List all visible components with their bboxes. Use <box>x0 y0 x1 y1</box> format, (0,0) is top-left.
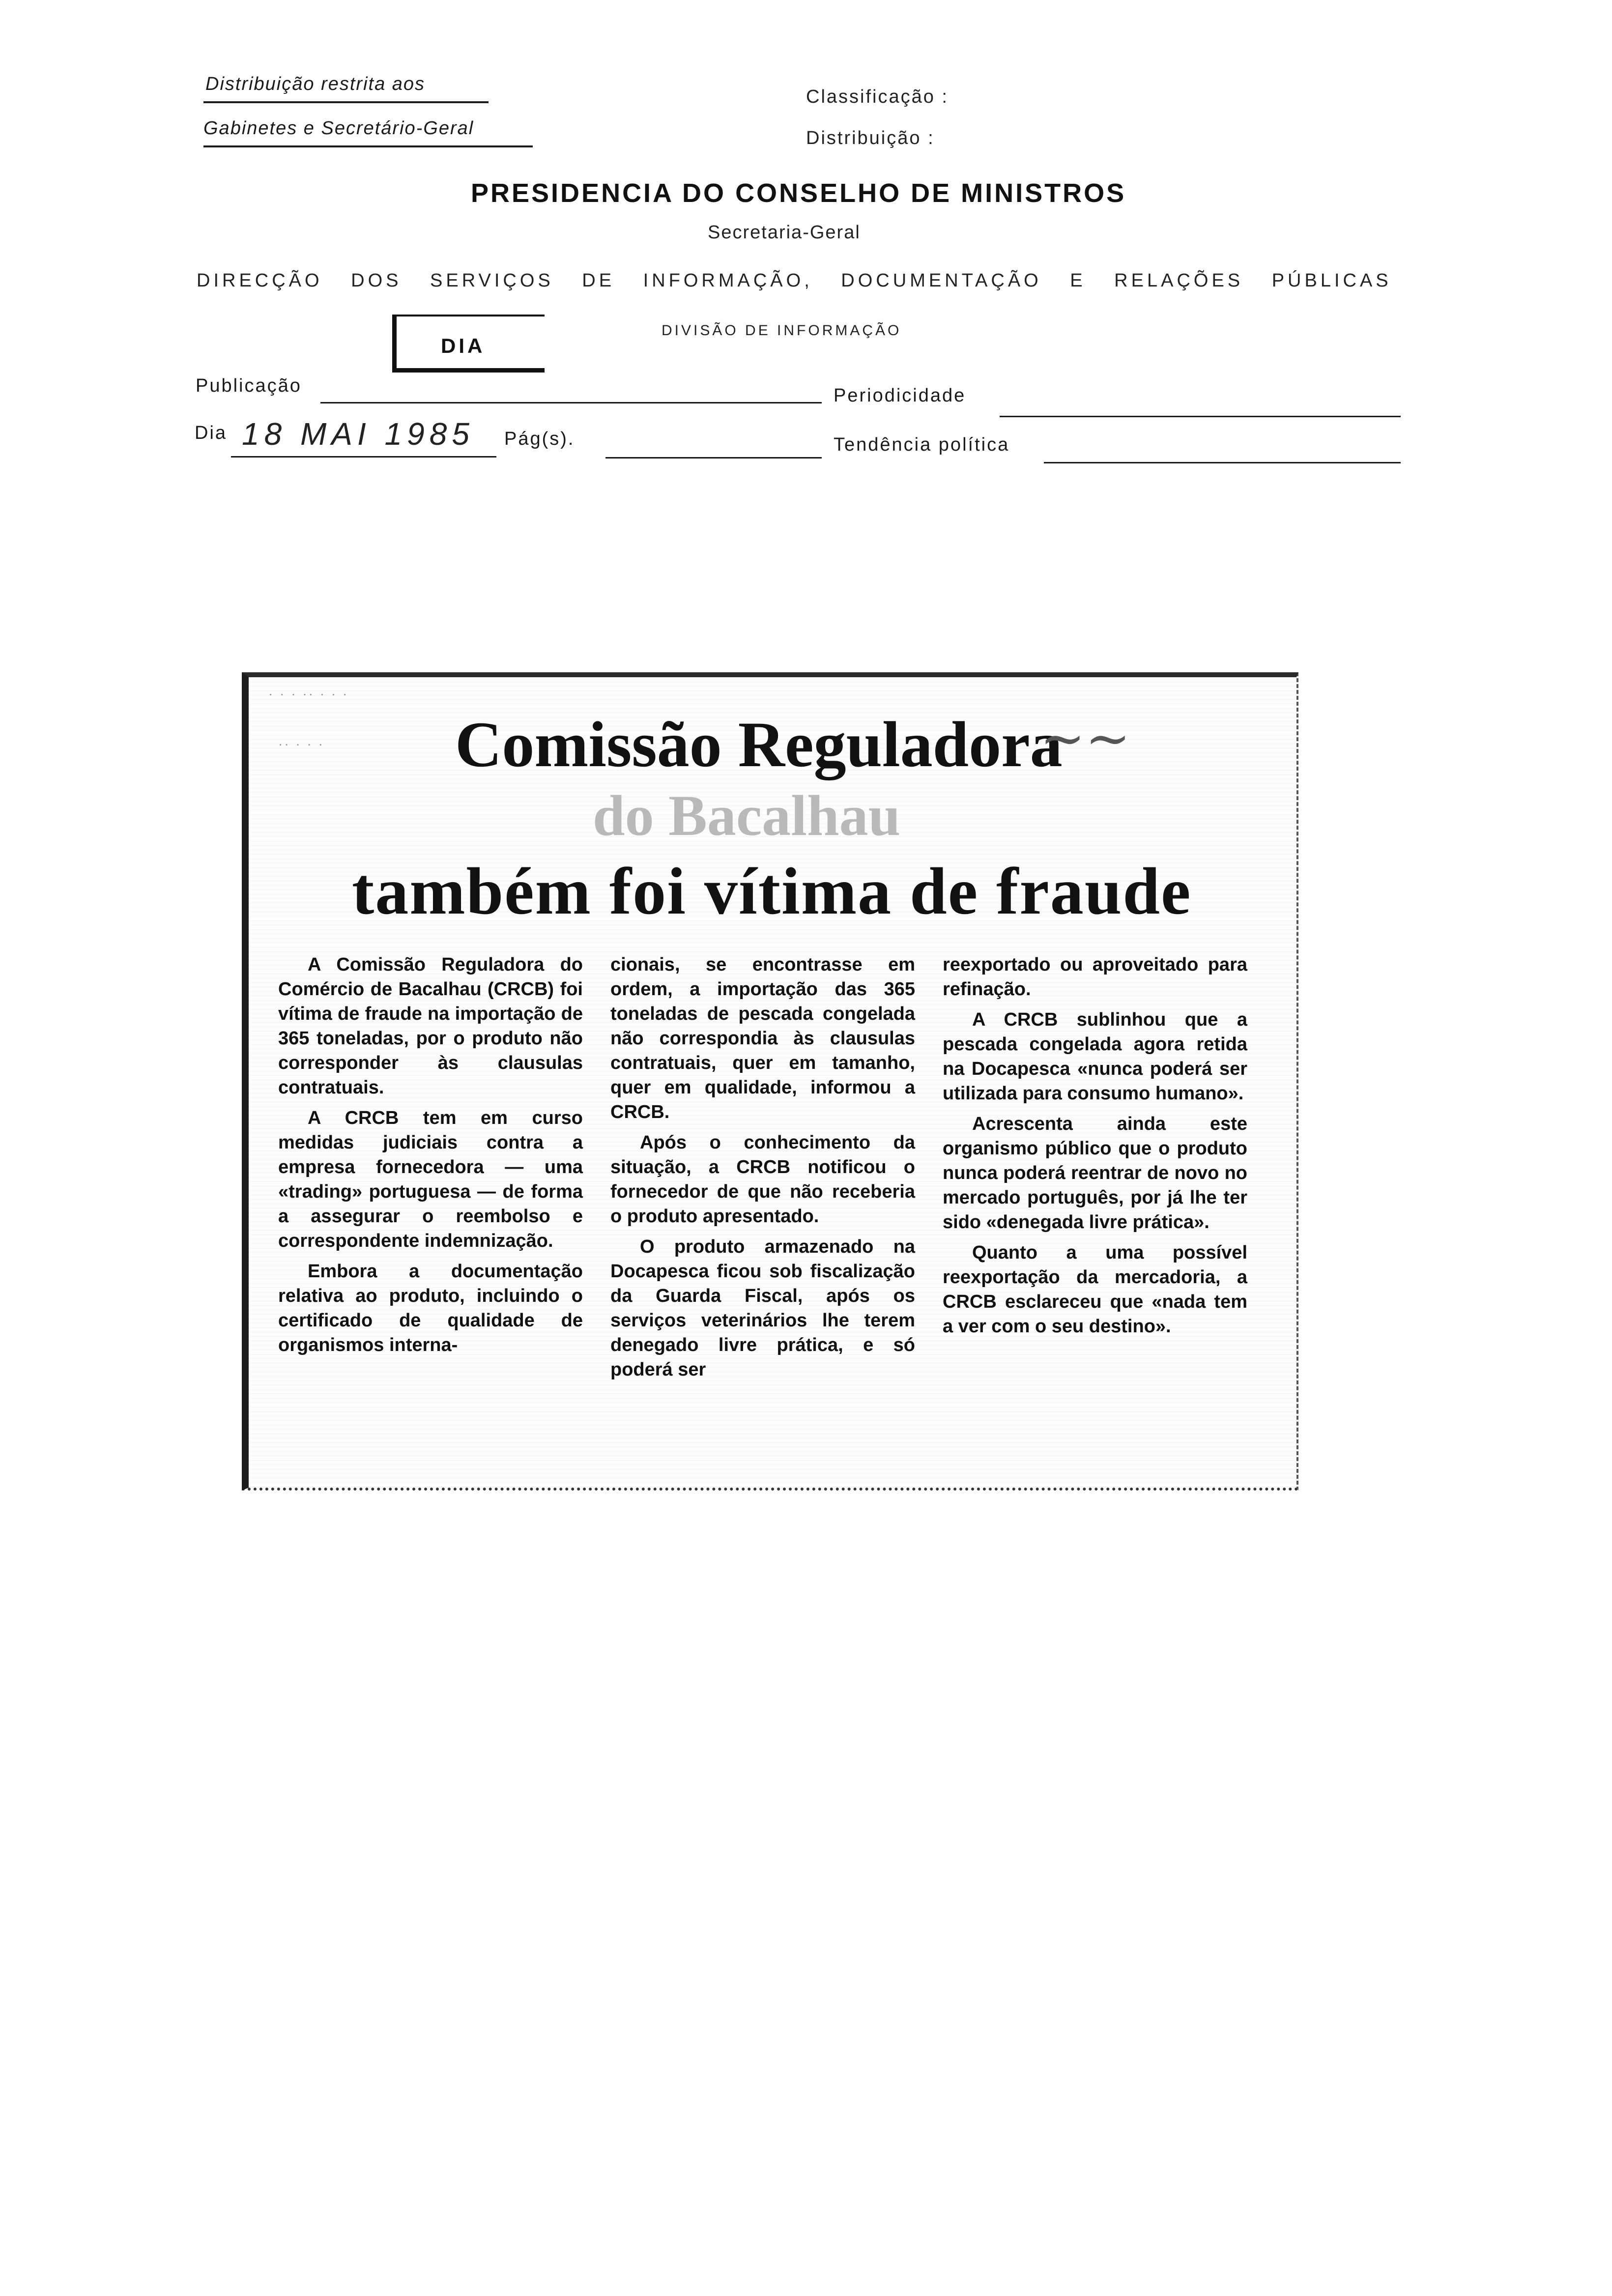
print-noise: · · · ·· · · · <box>268 686 349 701</box>
page-subtitle: Secretaria-Geral <box>708 222 861 243</box>
pages-field-line <box>605 457 822 459</box>
article-column-3 <box>943 952 1247 1345</box>
classification-label: Classificação : <box>806 86 949 107</box>
restricted-underline-1 <box>203 101 489 103</box>
handwritten-mark: ~~ <box>1040 707 1131 770</box>
publication-stamp <box>392 315 545 373</box>
restricted-distribution-line2: Gabinetes e Secretário-Geral <box>203 118 474 139</box>
day-field-line <box>231 456 496 458</box>
paragraph: cionais, se encontrasse em ordem, a importação das 365 toneladas de pescada congelada não correspondia às clausulas contratuais, quer em tamanho, quer em qualidade, informou a CRCB. <box>610 954 915 1122</box>
publication-label: Publicação <box>196 375 302 396</box>
publication-field-line <box>320 402 822 403</box>
division-line: DIVISÃO DE INFORMAÇÃO <box>662 322 902 339</box>
paragraph: Quanto a uma possível reexportação da mercadoria, a CRCB esclareceu que «nada tem a ver com o seu destino». <box>943 1242 1247 1337</box>
paragraph: A CRCB tem em curso medidas judiciais contra a empresa fornecedora — uma «trading» portuguesa — de forma a assegurar o reembolso e correspondente indemnização. <box>278 1108 583 1251</box>
distribution-label: Distribuição : <box>806 128 935 148</box>
headline-line-3: também foi vítima de fraude <box>352 855 1192 928</box>
paragraph: reexportado ou aproveitado para refinação. <box>943 954 1247 1000</box>
stamp-text: DIA <box>441 334 486 357</box>
pages-label: Pág(s). <box>504 429 575 449</box>
paragraph: O produto armazenado na Docapesca ficou sob fiscalização da Guarda Fiscal, após os serviços veterinários lhe terem denegado livre prática, e só poderá ser <box>610 1236 915 1380</box>
paragraph: Acrescenta ainda este organismo público que o produto nunca poderá reentrar de novo no mercado português, por já lhe ter sido «denegada livre prática». <box>943 1114 1247 1233</box>
periodicity-field-line <box>1000 416 1401 417</box>
paragraph: Após o conhecimento da situação, a CRCB notificou o fornecedor de que não receberia o produto apresentado. <box>610 1132 915 1227</box>
restricted-underline-2 <box>203 145 533 147</box>
day-value: 18 MAI 1985 <box>242 416 474 452</box>
restricted-distribution-line1: Distribuição restrita aos <box>205 74 426 94</box>
direction-line: DIRECÇÃO DOS SERVIÇOS DE INFORMAÇÃO, DOCUMENTAÇÃO E RELAÇÕES PÚBLICAS <box>197 270 1392 291</box>
page-title: PRESIDENCIA DO CONSELHO DE MINISTROS <box>471 178 1126 208</box>
headline-line-1: Comissão Reguladora <box>455 708 1063 780</box>
paragraph: Embora a documentação relativa ao produto, incluindo o certificado de qualidade de organismos interna- <box>278 1261 583 1355</box>
day-label: Dia <box>195 423 228 443</box>
article-column-1 <box>278 952 583 1363</box>
paragraph: A Comissão Reguladora do Comércio de Bacalhau (CRCB) foi vítima de fraude na importação de 365 toneladas, por o produto não corresponder às clausulas contratuais. <box>278 954 583 1098</box>
article-column-2 <box>610 952 915 1388</box>
newspaper-clipping <box>242 672 1298 1491</box>
paragraph: A CRCB sublinhou que a pescada congelada agora retida na Docapesca «nunca poderá ser utilizada para consumo humano». <box>943 1009 1247 1104</box>
print-noise: ·· · · · <box>278 736 324 751</box>
periodicity-label: Periodicidade <box>834 385 966 406</box>
political-tendency-label: Tendência política <box>834 434 1010 455</box>
headline-line-2: do Bacalhau <box>593 783 901 848</box>
political-tendency-field-line <box>1044 462 1401 463</box>
